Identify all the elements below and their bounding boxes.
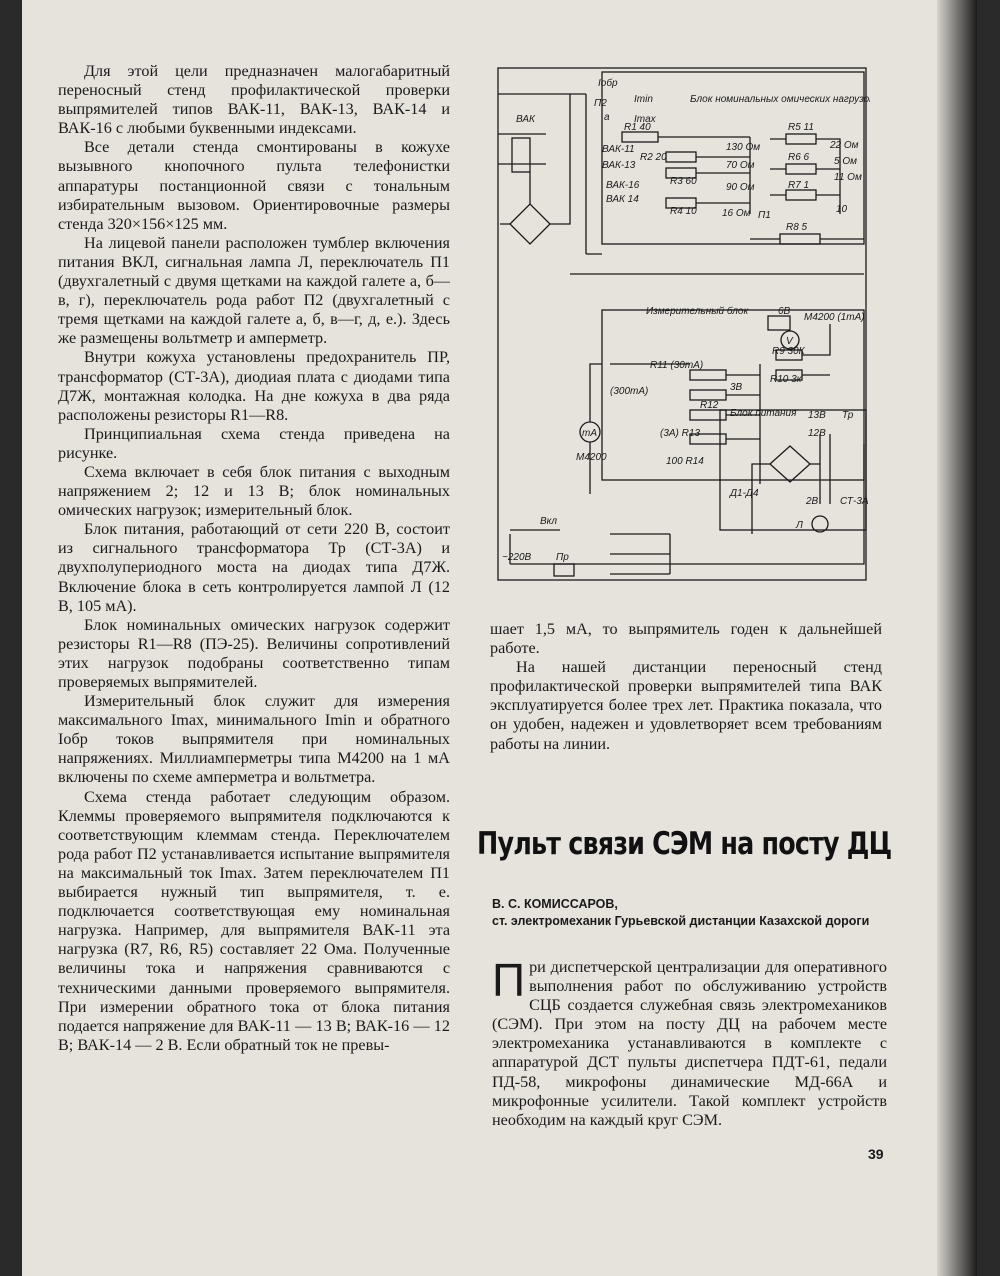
label-r6: R6 6: [788, 152, 810, 163]
label-transformer: Тр: [842, 410, 854, 421]
fuse: [554, 564, 574, 576]
label-vak16: ВАК-16: [606, 180, 640, 191]
paragraph: Блок питания, работающий от сети 220 В, состоит из сигнального трансформатора Тр (СТ-3А) и двухполупериодного моста на диодах типа Д7Ж. Включение блока в сеть контролируется лампой Л (12 В, 105 мА).: [58, 520, 450, 615]
author-name: В. С. КОМИССАРОВ,: [492, 897, 618, 911]
label-2v: 2В: [806, 496, 819, 507]
label-a: а: [604, 112, 610, 123]
label-vak13: ВАК-13: [602, 160, 636, 171]
psu-bridge: [770, 446, 810, 482]
paragraph: Схема стенда работает следующим образом. Клеммы проверяемого выпрямителя подключаются к соответствующим клеммам стенда. Переключателем рода работ П2 устанавливается испытание выпрямителя на максимальный ток Imax. Затем переключателем П1 выбирается нужный тип выпрямителя, т. е. подключается соответствующая ему номинальная нагрузка. Например, для выпрямителя ВАК-11 эта нагрузка (R7, R6, R5) составляет 22 Ома. Полученные величины тока и напряжения сравниваются с техническими данными проверяемого выпрямителя. При измерении обратного тока от блока питания подается напряжение для ВАК-11 — 13 В; ВАК-16 — 12 В; ВАК-14 — 2 В. Если обратный ток не превы-: [58, 787, 450, 1054]
label-16-ohm: 16 Ом: [722, 208, 751, 219]
label-12v: 12В: [808, 428, 826, 439]
article-headline: Пульт связи СЭМ на посту ДЦ: [477, 826, 892, 862]
drop-cap: П: [492, 954, 526, 1006]
label-11-ohm: 11 Ом: [834, 172, 862, 183]
label-6v: 6В: [778, 306, 791, 317]
label-r14: 100 R14: [666, 456, 704, 467]
magazine-page: [22, 0, 977, 1276]
label-r13: (3А) R13: [660, 428, 701, 439]
label-r5: R5 11: [788, 122, 814, 133]
label-r7: R7 1: [788, 180, 810, 191]
paragraph: Все детали стенда смонтированы в кожухе вызывного кнопочного пульта телефонистки аппаратуры постанционной связи с тональным избирательным вызовом. Ориентировочные размеры стенда 320×156×125 мм.: [58, 138, 450, 233]
label-22-ohm: 22 Ом: [830, 140, 859, 151]
label-p1: П1: [758, 210, 771, 221]
label-m4200: М4200: [576, 452, 607, 463]
label-iobr: Iобр: [598, 78, 618, 89]
label-90-ohm: 90 Ом: [726, 182, 755, 193]
psu-transformer: [820, 434, 830, 504]
paragraph: Принципиальная схема стенда приведена на рисунке.: [58, 424, 450, 462]
right-column: [490, 620, 882, 754]
label-imax: Imax: [634, 114, 656, 125]
page-number: 39: [868, 1146, 884, 1162]
label-r10: R10 3к: [770, 374, 802, 385]
paragraph: На лицевой панели расположен тумблер включения питания ВКЛ, сигнальная лампа Л, переключатель П1 (двухгалетный с двумя щетками на каждой галете а, б—в, г), переключатель рода работ П2 (двухгалетный с тремя щетками на каждой галете а, б, в—г, д, е.). Здесь же размещены вольтметр и амперметр.: [58, 233, 450, 348]
label-r11: R11 (30mA): [650, 360, 704, 371]
paragraph: Внутри кожуха установлены предохранитель ПР, трансформатор (СТ-3А), диодиая плата с диодами типа Д7Ж, монтажная колодка. На дне кожуха в два ряда расположены резисторы R1—R8.: [58, 348, 450, 424]
label-130-ohm: 130 Ом: [726, 142, 761, 153]
article-text: ри диспетчерской централизации для оперативного выполнения работ по обслуживанию устройств СЦБ создается служебная связь электромехаников (СЭМ). При этом на посту ДЦ на рабочем месте электромеханика устанавливаются в комплекте с аппаратурой ДСТ пульты диспетчера ПДТ-61, педали ПД-58, микрофоны динамические МД-66А и микрофонные усилители. Такой комплект устройств необходим на каждый круг СЭМ.: [492, 958, 887, 1129]
label-st3a: СТ-3А: [840, 496, 869, 507]
paragraph-continued: шает 1,5 мА, то выпрямитель годен к дальнейшей работе.: [490, 620, 882, 658]
label-5-ohm: 5 Ом: [834, 156, 857, 167]
label-r12: R12: [700, 400, 719, 411]
label-lamp: Л: [796, 520, 803, 531]
label-measurement-block: Измерительный блок: [646, 306, 749, 317]
paragraph: Для этой цели предназначен малогабаритный переносный стенд профилактической проверки выпрямителей типов ВАК-11, ВАК-13, ВАК-14 и ВАК-16 с любыми буквенными индексами.: [58, 62, 450, 138]
left-column: [58, 62, 450, 1055]
paragraph: Схема включает в себя блок питания с выходным напряжением 2; 12 и 13 В; блок номинальных омических нагрузок; измерительный блок.: [58, 462, 450, 520]
label-vak11: ВАК-11: [602, 144, 635, 155]
circuit-diagram: [490, 64, 870, 604]
label-vak: ВАК: [516, 114, 535, 125]
label-imin: Imin: [634, 94, 653, 105]
article-body: [492, 954, 887, 1130]
paragraph: На нашей дистанции переносный стенд профилактической проверки выпрямителей типа ВАК эксплуатируется более трех лет. Практика показала, что он удобен, надежен и удовлетворяет всем требованиям работы на линии.: [490, 658, 882, 753]
label-13v: 13В: [808, 410, 826, 421]
label-r8: R8 5: [786, 222, 808, 233]
label-70-ohm: 70 Ом: [726, 160, 755, 171]
label-10-ohm: 10: [836, 204, 848, 215]
label-diodes: Д1-Д4: [730, 488, 759, 499]
author-block: [492, 896, 887, 929]
label-300ma: (300mA): [610, 386, 649, 397]
label-r1: R1 40: [624, 122, 651, 133]
label-power-block: Блок питания: [730, 408, 797, 419]
label-r3: R3 60: [670, 176, 697, 187]
author-position: ст. электромеханик Гурьевской дистанции Казахской дороги: [492, 914, 870, 928]
label-r9: R9 30К: [772, 346, 805, 357]
label-3v: 3В: [730, 382, 743, 393]
label-220v: ~220В: [502, 552, 532, 563]
label-load-block: Блок номинальных омических нагрузок: [690, 94, 870, 105]
power-block-frame: [720, 410, 866, 530]
label-m4200-1ma: М4200 (1mA): [804, 312, 865, 323]
paragraph: Измерительный блок служит для измерения максимального Imax, минимального Imin и обратного Iобр токов выпрямителя при номинальных напряжениях. Миллиамперметры типа М4200 на 1 мА включены по схеме амперметра и вольтметра.: [58, 692, 450, 787]
vak-transformer: [512, 138, 530, 172]
label-voltmeter: V: [786, 336, 793, 347]
label-r2: R2 20: [640, 152, 667, 163]
label-fuse: Пр: [556, 552, 569, 563]
label-r4: R4 10: [670, 206, 697, 217]
vak-bridge: [510, 204, 550, 244]
label-vak14: ВАК 14: [606, 194, 639, 205]
label-p2: П2: [594, 98, 607, 109]
label-power-switch: Вкл: [540, 516, 558, 527]
circuit-diagram-svg: [490, 64, 870, 604]
page-edge-shadow: [937, 0, 977, 1276]
label-ma: mA: [582, 428, 597, 439]
paragraph: Блок номинальных омических нагрузок содержит резисторы R1—R8 (ПЭ-25). Величины сопротивлений этих нагрузок подобраны соответственно типам проверяемых выпрямителей.: [58, 615, 450, 691]
